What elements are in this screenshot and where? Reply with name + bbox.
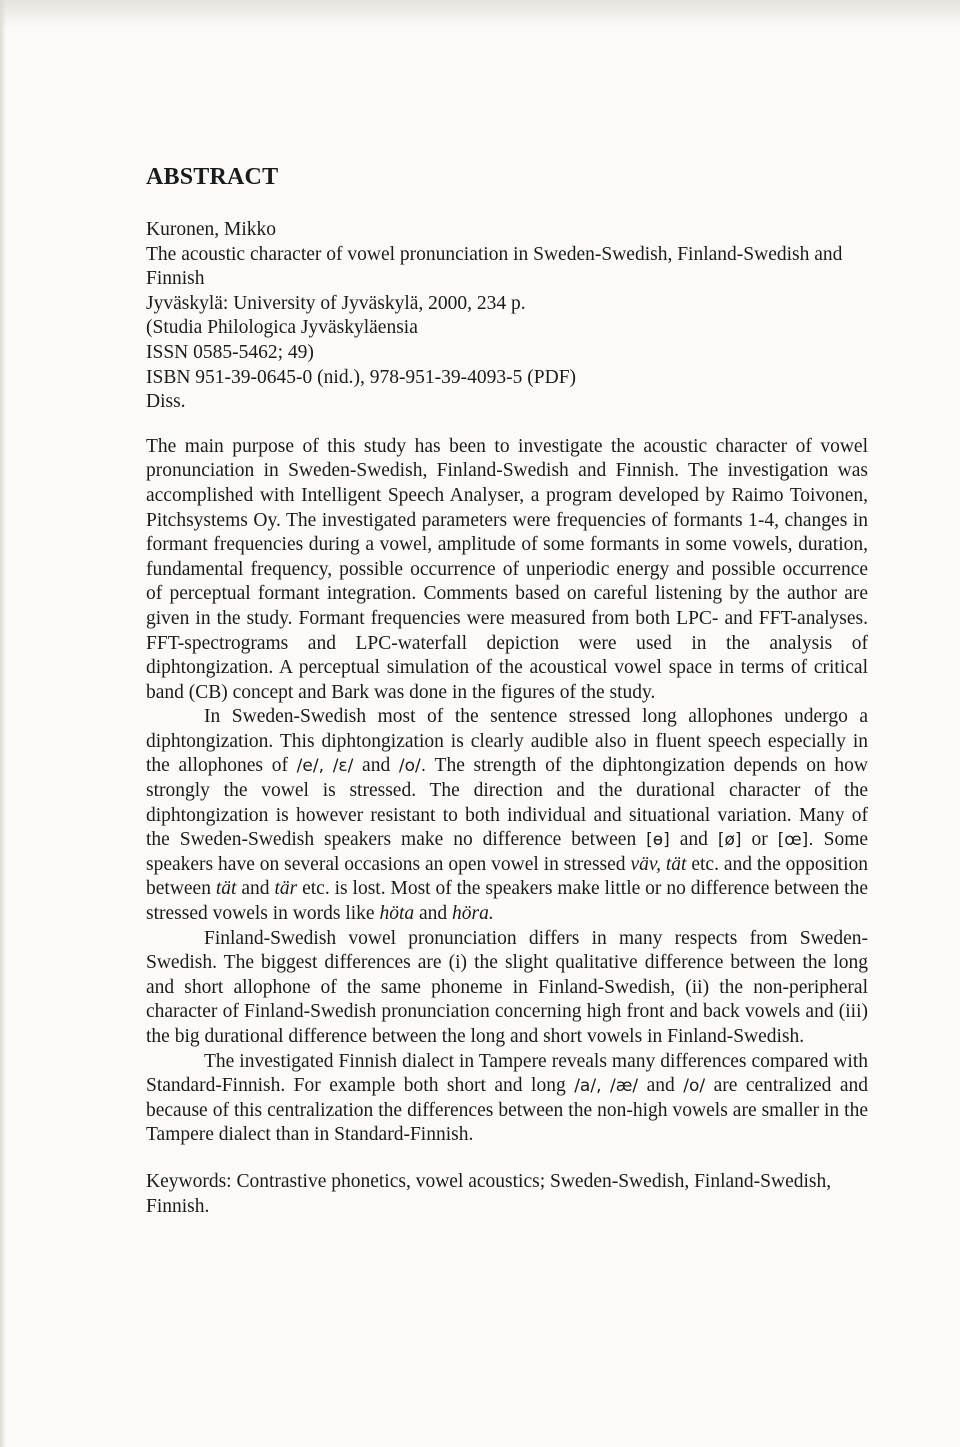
text-run: and (362, 755, 391, 777)
text-run: or (751, 829, 768, 851)
example-word: tät (215, 878, 237, 900)
ipa-symbol: /ɛ/ (332, 756, 354, 777)
text-run: are centralized and because of this centralization the differences between the non-high vowels are smaller in the Tampere dialect than in Standard-Finnish. (146, 1075, 869, 1146)
paragraph-sweden-swedish (146, 705, 868, 926)
text-run: Some speakers have on several occasions an open vowel in stressed (146, 829, 869, 875)
text-run: The strength of the diphtongization depends on how strongly the vowel is stressed. The direction and the durational character of the diphtongization is however resistant to both individual and situational variation. Many of the Sweden-Swedish speakers make no difference between (146, 755, 869, 851)
text-run: etc. and the opposition between (146, 853, 869, 900)
keywords: Keywords: Contrastive phonetics, vowel acoustics; Sweden-Swedish, Finland-Swedish, Finnish. (146, 1170, 832, 1217)
example-word: höra. (452, 903, 494, 925)
text-run: and (418, 903, 448, 925)
ipa-symbol: [ø] (717, 830, 742, 851)
paragraph-finnish (146, 1050, 868, 1148)
ipa-symbol: [ɵ] (646, 830, 670, 851)
ipa-symbol: /o/. (398, 756, 427, 777)
example-word: väv, tät (630, 853, 687, 875)
text-run: The investigated Finnish dialect in Tampere reveals many differences compared with Standard-Finnish. For example both short and long (146, 1050, 868, 1097)
paragraph-purpose: The main purpose of this study has been to investigate the acoustic character of vowel pronunciation in Sweden-Swedish, Finland-Swedish and Finnish. The investigation was accomplished with Intelligent Speech Analyser, a program developed by Raimo Toivonen, Pitchsystems Oy. The investigated parameters were frequencies of formants 1-4, changes in formant frequencies during a vowel, amplitude of some formants in some vowels, duration, fundamental frequency, possible occurrence of unperiodic energy and possible occurrence of perceptual formant integration. Comments based on careful listening by the author are given in the study. Formant frequencies were measured from both LPC- and FFT-analyses. FFT-spectrograms and LPC-waterfall depiction were used in the analysis of diphtongization. A perceptual simulation of the acoustical vowel space in terms of critical band (CB) concept and Bark was done in the figures of the study. (146, 435, 868, 703)
text-run: and (646, 1075, 675, 1097)
ipa-symbol: [œ]. (777, 830, 814, 851)
abstract-content (146, 160, 868, 1219)
text-run: and (241, 878, 270, 900)
isbn: ISBN 951-39-0645-0 (nid.), 978-951-39-4093-5 (PDF) (146, 366, 577, 388)
ipa-symbol: /a/, (574, 1076, 602, 1097)
bibliographic-info (146, 218, 868, 415)
example-word: höta (379, 903, 415, 925)
text-run: etc. is lost. Most of the speakers make little or no difference between the stressed vowels in words like (146, 878, 869, 925)
text-run: In Sweden-Swedish most of the sentence stressed long allophones undergo a diphtongization. This diphtongization is clearly audible also in fluent speech especially in the allophones of (146, 706, 868, 777)
abstract-body (146, 435, 868, 1148)
paragraph-finland-swedish: Finland-Swedish vowel pronunciation differs in many respects from Sweden-Swedish. The biggest differences are (i) the slight qualitative difference between the long and short allophone of the same phoneme in Finland-Swedish, (ii) the non-peripheral character of Finland-Swedish pronunciation concerning high front and back vowels and (iii) the big durational difference between the long and short vowels in Finland-Swedish. (146, 927, 868, 1047)
ipa-symbol: /e/, (296, 756, 324, 777)
author: Kuronen, Mikko (146, 219, 276, 240)
series: (Studia Philologica Jyväskyläensia (146, 317, 418, 339)
publisher: Jyväskylä: University of Jyväskylä, 2000, 234 p. (146, 292, 526, 314)
text-run: and (679, 829, 708, 851)
example-word: tär (274, 878, 298, 900)
ipa-symbol: /o/ (683, 1076, 706, 1097)
scan-edge-left (0, 0, 6, 1447)
ipa-symbol: /æ/ (609, 1076, 639, 1097)
scan-edge-top (0, 0, 960, 28)
document-type: Diss. (146, 391, 186, 413)
page-title: ABSTRACT (146, 164, 279, 190)
issn: ISSN 0585-5462; 49) (146, 341, 314, 363)
thesis-title: The acoustic character of vowel pronunciation in Sweden-Swedish, Finland-Swedish and Finnish (146, 243, 843, 290)
